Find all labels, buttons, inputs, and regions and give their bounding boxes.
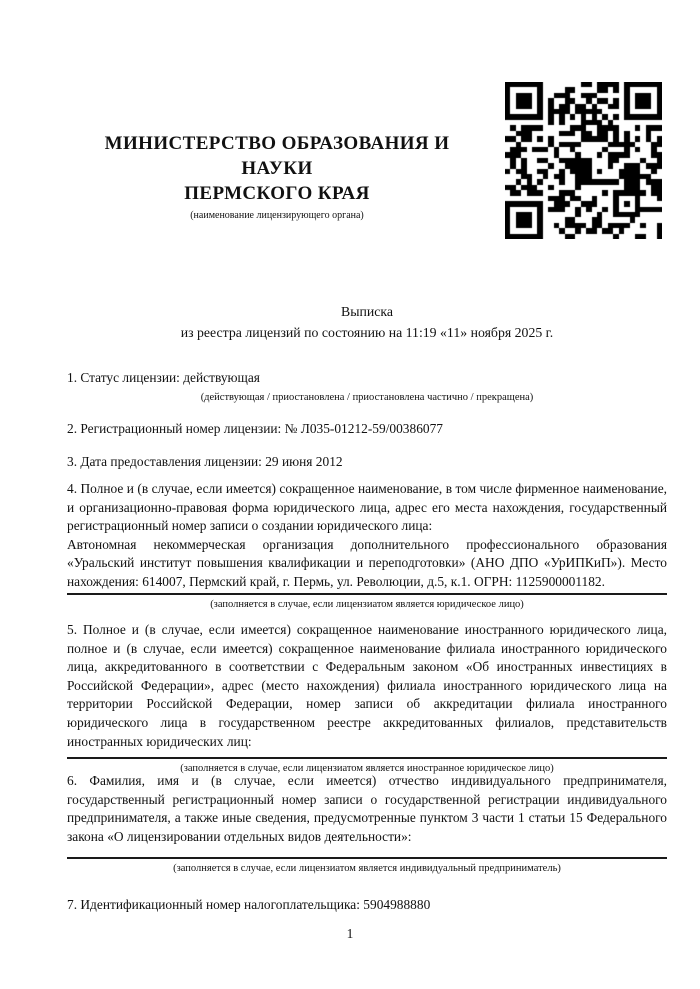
item-foreign-entity [67,621,667,775]
ministry-name-line2: ПЕРМСКОГО КРАЯ [184,183,370,204]
fill-in-line [67,757,667,759]
license-status-caption: (действующая / приостановлена / приостановлена частично / прекращена) [200,391,534,403]
document-title [67,301,667,343]
item-license-status [67,369,667,404]
legal-entity-caption: (заполняется в случае, если лицензиатом является юридическое лицо) [210,598,524,610]
title-line: Выписка [341,304,393,319]
licensing-authority-header [67,131,487,222]
grant-date-text: 3. Дата предоставления лицензии: 29 июня 2012 [67,454,343,469]
page-number: 1 [346,926,354,941]
item-legal-entity [67,480,667,611]
ministry-name-line1: МИНИСТЕРСТВО ОБРАЗОВАНИЯ И НАУКИ [104,133,450,179]
title-subtitle: из реестра лицензий по состоянию на 11:19 «11» ноября 2025 г. [180,325,554,340]
authority-caption: (наименование лицензирующего органа) [190,210,364,221]
item-registration-number [67,420,667,439]
legal-entity-label: 4. Полное и (в случае, если имеется) сокращенное наименование, в том числе фирменное наименование, и организационно-правовая форма юридического лица, адрес его места нахождения, государственный регистрационный номер записи о создании юридического лица: [67,481,667,534]
individual-entrepreneur-label: 6. Фамилия, имя и (в случае, если имеется) отчество индивидуального предпринимателя, государственный регистрационный номер записи о государственной регистрации индивидуального предпринимателя, а также иные сведения, предусмотренные пунктом 3 части 1 статьи 15 Федерального закона «О лицензировании отдельных видов деятельности»: [67,773,667,844]
taxpayer-number-text: 7. Идентификационный номер налогоплательщика: 5904988880 [67,897,431,912]
foreign-entity-label: 5. Полное и (в случае, если имеется) сокращенное наименование иностранного юридического лица, полное и (в случае, если имеется) сокращенное наименование филиала иностранного юридического лица, аккредитованного в соответствии с Федеральным законом «Об иностранных инвестициях в Российской Федерации», адрес (место нахождения) филиала иностранного юридического лица на территории Российской Федерации, номер записи об аккредитации филиала иностранного юридического лица в государственном реестре аккредитованных филиалов, представительств иностранных юридических лиц: [67,622,667,749]
item-grant-date [67,453,667,472]
fill-in-line [67,593,667,595]
foreign-entity-caption: (заполняется в случае, если лицензиатом является иностранное юридическое лицо) [180,763,554,775]
legal-entity-value: Автономная некоммерческая организация дополнительного профессионального образования «Уральский институт повышения квалификации и переподготовки» (АНО ДПО «УрИПКиП»). Место нахождения: 614007, Пермский край, г. Пермь, ул. Революции, д.5, к.1. ОГРН: 1125900001182. [67,536,667,589]
item-taxpayer-number [67,896,667,915]
qr-code-icon [505,82,662,239]
individual-entrepreneur-caption: (заполняется в случае, если лицензиатом является индивидуальный предприниматель) [173,863,561,875]
license-status-text: 1. Статус лицензии: действующая [67,370,260,385]
item-individual-entrepreneur [67,772,667,875]
fill-in-line [67,857,667,859]
registration-number-text: 2. Регистрационный номер лицензии: № Л035-01212-59/00386077 [67,421,443,436]
